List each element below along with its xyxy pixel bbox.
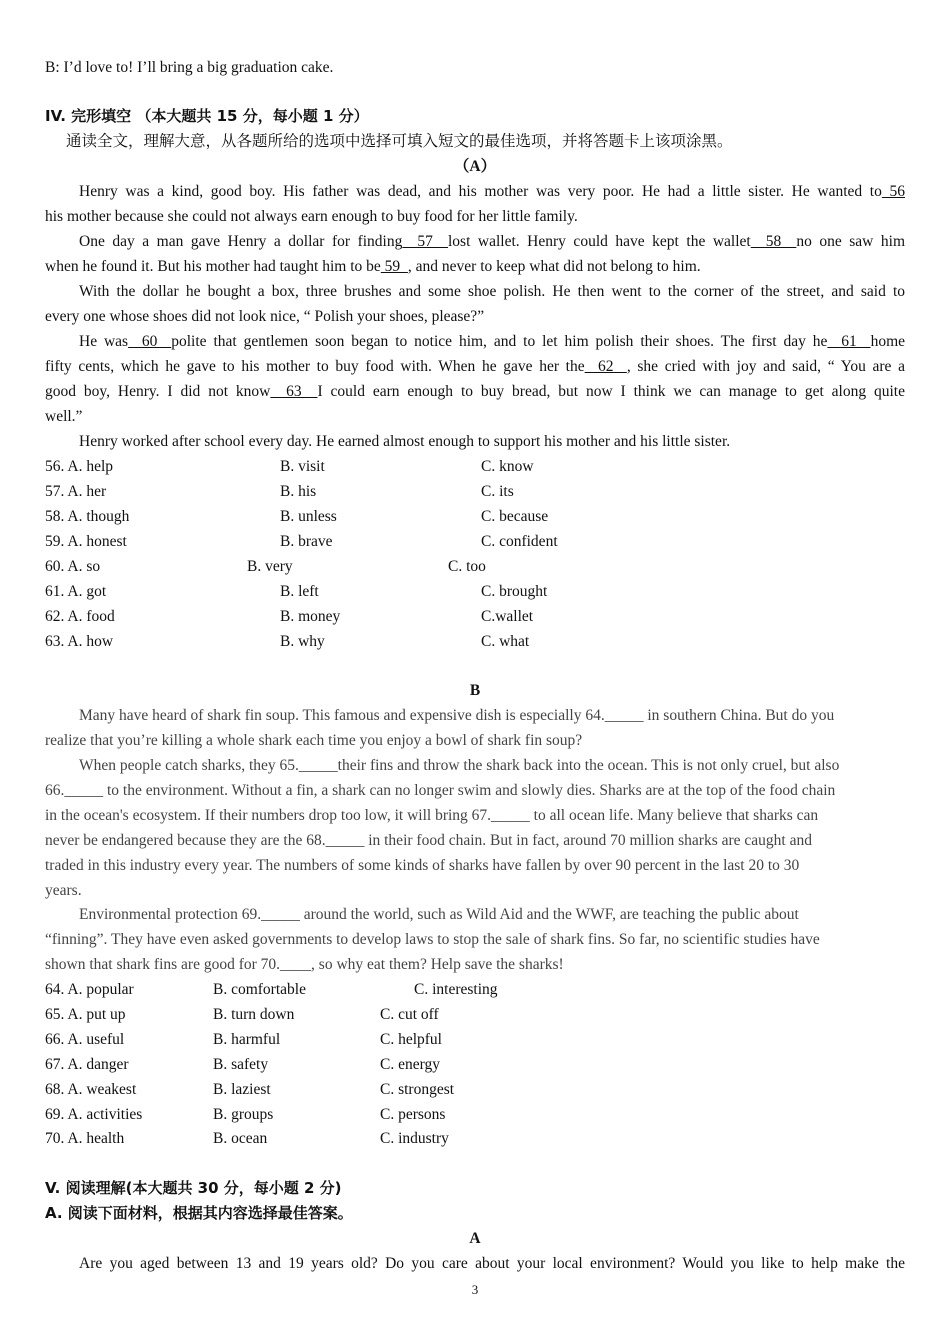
section-4-instruction: 通读全文，理解大意，从各题所给的选项中选择可填入短文的最佳选项，并将答题卡上该项涂黑。 bbox=[66, 133, 733, 150]
passage-a-line-7: He was 60 polite that gentlemen soon began to notice him, and to let him polish their shoes. The first day he 61 home bbox=[79, 333, 906, 350]
option-70-b: B. ocean bbox=[213, 1130, 268, 1147]
option-62-b: B. money bbox=[280, 608, 341, 625]
passage-b-line-10: “finning”. They have even asked governments to develop laws to stop the sale of shark fins. So far, no scientific studies have bbox=[45, 931, 820, 948]
passage-b-line-2: realize that you’re killing a whole shark each time you enjoy a bowl of shark fin soup? bbox=[45, 732, 583, 749]
option-58-b: B. unless bbox=[280, 508, 337, 525]
passage-a-line-2: his mother because she could not always earn enough to buy food for her little family. bbox=[45, 208, 578, 225]
option-65-a: 65. A. put up bbox=[45, 1006, 126, 1023]
option-56-b: B. visit bbox=[280, 458, 325, 475]
blank-58: 58 bbox=[750, 233, 797, 250]
option-68-a: 68. A. weakest bbox=[45, 1081, 137, 1098]
option-59-b: B. brave bbox=[280, 533, 333, 550]
passage-b-line-4: 66._____ to the environment. Without a fin, a shark can no longer swim and slowly dies. Sharks are at the top of the food chain bbox=[45, 782, 836, 799]
section-5-first-line: Are you aged between 13 and 19 years old? Do you care about your local environment? Would you like to help make the bbox=[79, 1255, 905, 1272]
passage-a-line-8: fifty cents, which he gave to his mother to buy food with. When he gave her the 62 , she cried with joy and said, “ You are a bbox=[45, 358, 905, 375]
passage-b-line-8: years. bbox=[45, 882, 82, 899]
option-64-b: B. comfortable bbox=[213, 981, 306, 998]
option-58-a: 58. A. though bbox=[45, 508, 130, 525]
passage-a-line-3: One day a man gave Henry a dollar for finding 57 lost wallet. Henry could have kept the wallet 58 no one saw him bbox=[79, 233, 906, 250]
option-64-c: C. interesting bbox=[414, 981, 498, 998]
option-60-b: B. very bbox=[247, 558, 293, 575]
blank-61: 61 bbox=[827, 333, 871, 350]
option-70-c: C. industry bbox=[380, 1130, 449, 1147]
passage-b-line-9: Environmental protection 69._____ around the world, such as Wild Aid and the WWF, are teaching the public about bbox=[79, 906, 799, 923]
option-57-c: C. its bbox=[481, 483, 514, 500]
passage-a-line-6: every one whose shoes did not look nice, “ Polish your shoes, please?” bbox=[45, 308, 485, 325]
blank-59: 59 bbox=[380, 258, 408, 275]
option-62-c: C.wallet bbox=[481, 608, 534, 625]
option-58-c: C. because bbox=[481, 508, 549, 525]
option-66-c: C. helpful bbox=[380, 1031, 442, 1048]
option-66-b: B. harmful bbox=[213, 1031, 281, 1048]
option-61-c: C. brought bbox=[481, 583, 548, 600]
option-61-b: B. left bbox=[280, 583, 319, 600]
option-63-c: C. what bbox=[481, 633, 530, 650]
passage-b-line-1: Many have heard of shark fin soup. This famous and expensive dish is especially 64._____ in southern China. But do you bbox=[79, 707, 835, 724]
option-59-c: C. confident bbox=[481, 533, 558, 550]
passage-a-line-4: when he found it. But his mother had taught him to be 59 , and never to keep what did not belong to him. bbox=[45, 258, 701, 275]
option-67-b: B. safety bbox=[213, 1056, 269, 1073]
option-57-b: B. his bbox=[280, 483, 317, 500]
passage-a-line-11: Henry worked after school every day. He earned almost enough to support his mother and his little sister. bbox=[79, 433, 731, 450]
passage-b-line-5: in the ocean's ecosystem. If their numbers drop too low, it will bring 67._____ to all ocean life. Many believe that sharks can bbox=[45, 807, 819, 824]
section-5-title: V. 阅读理解(本大题共 30 分，每小题 2 分) bbox=[45, 1179, 342, 1197]
option-68-b: B. laziest bbox=[213, 1081, 271, 1098]
passage-a-line-9: good boy, Henry. I did not know 63 I could earn enough to buy bread, but now I think we can manage to get along quite bbox=[45, 383, 905, 400]
option-66-a: 66. A. useful bbox=[45, 1031, 125, 1048]
option-63-a: 63. A. how bbox=[45, 633, 114, 650]
blank-63: 63 bbox=[270, 383, 318, 400]
passage-b-label: B bbox=[469, 682, 481, 699]
page-number: 3 bbox=[471, 1282, 479, 1297]
option-62-a: 62. A. food bbox=[45, 608, 115, 625]
dialogue-line: B: I’d love to! I’ll bring a big graduation cake. bbox=[45, 59, 334, 76]
option-59-a: 59. A. honest bbox=[45, 533, 127, 550]
option-65-c: C. cut off bbox=[380, 1006, 439, 1023]
section-5-subtitle: A. 阅读下面材料，根据其内容选择最佳答案。 bbox=[45, 1204, 353, 1222]
option-63-b: B. why bbox=[280, 633, 325, 650]
option-56-a: 56. A. help bbox=[45, 458, 114, 475]
option-69-b: B. groups bbox=[213, 1106, 274, 1123]
section-5-passage-label: A bbox=[469, 1230, 481, 1247]
option-60-a: 60. A. so bbox=[45, 558, 101, 575]
option-69-c: C. persons bbox=[380, 1106, 446, 1123]
option-67-c: C. energy bbox=[380, 1056, 440, 1073]
option-69-a: 69. A. activities bbox=[45, 1106, 143, 1123]
option-61-a: 61. A. got bbox=[45, 583, 107, 600]
passage-a-line-1: Henry was a kind, good boy. His father was dead, and his mother was very poor. He had a little sister. He wanted to 56 bbox=[79, 183, 905, 200]
option-70-a: 70. A. health bbox=[45, 1130, 125, 1147]
option-65-b: B. turn down bbox=[213, 1006, 295, 1023]
passage-a-line-5: With the dollar he bought a box, three brushes and some shoe polish. He then went to the corner of the street, and said to bbox=[79, 283, 905, 300]
option-67-a: 67. A. danger bbox=[45, 1056, 129, 1073]
passage-b-line-3: When people catch sharks, they 65._____their fins and throw the shark back into the ocean. This is not only cruel, but also bbox=[79, 757, 840, 774]
passage-b-line-6: never be endangered because they are the 68._____ in their food chain. But in fact, around 70 million sharks are caught and bbox=[45, 832, 812, 849]
option-56-c: C. know bbox=[481, 458, 534, 475]
passage-a-line-10: well.” bbox=[45, 408, 83, 425]
passage-a-label: （A） bbox=[453, 158, 497, 175]
passage-b-line-11: shown that shark fins are good for 70.____, so why eat them? Help save the sharks! bbox=[45, 956, 564, 973]
blank-62: 62 bbox=[584, 358, 627, 375]
blank-56: 56 bbox=[881, 183, 905, 200]
passage-b-line-7: traded in this industry every year. The numbers of some kinds of sharks have fallen by over 90 percent in the last 20 to 30 bbox=[45, 857, 800, 874]
option-57-a: 57. A. her bbox=[45, 483, 107, 500]
section-4-title: IV. 完形填空 （本大题共 15 分，每小题 1 分） bbox=[45, 107, 369, 125]
option-68-c: C. strongest bbox=[380, 1081, 455, 1098]
option-64-a: 64. A. popular bbox=[45, 981, 134, 998]
blank-57: 57 bbox=[402, 233, 448, 250]
blank-60: 60 bbox=[128, 333, 172, 350]
option-60-c: C. too bbox=[448, 558, 486, 575]
